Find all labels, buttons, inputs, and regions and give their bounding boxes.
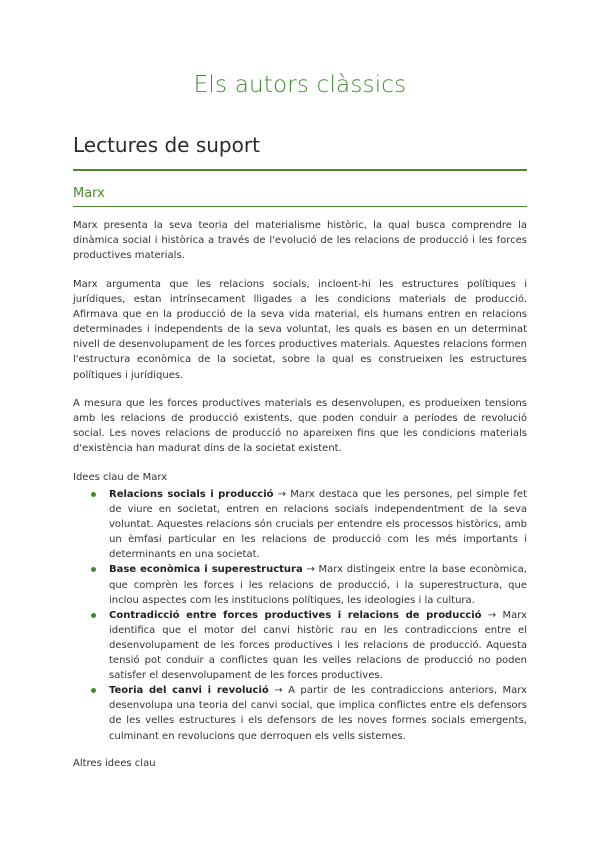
idea-term: Base econòmica i superestructura: [109, 564, 303, 576]
bullet-icon: [91, 613, 96, 618]
section-title: Lectures de suport: [73, 133, 260, 157]
more-ideas-label: Altres idees clau: [73, 758, 156, 769]
key-ideas-label: Idees clau de Marx: [73, 472, 168, 483]
subsection-title: Marx: [73, 186, 105, 201]
paragraph-2: Marx argumenta que les relacions socials, incloent-hi les estructures polítiques i jurídiques, estan intrínsecament lligades a les condicions materials de producció. Afirmava que en la producció de la seva vida material, els humans entren en relacions determinades i independents de la seva voluntat, les quals es basen en un determinat nivell de desenvolupament de les forces productives materials. Aquestes relacions formen l'estructura econòmica de la societat, sobre la qual es construeixen les estructures polítiques i jurídiques.: [73, 279, 527, 381]
key-ideas-list: [91, 487, 527, 744]
idea-term: Relacions socials i producció: [109, 489, 274, 500]
section-divider: [73, 169, 527, 171]
idea-text: → Marx identifica que el motor del canvi històric rau en les contradiccions entre el desenvolupament de les forces productives i les relacions de producció. Aquesta tensió pot conduir a conflictes quan les velles relacions de producció no poden satisfer el desenvolupament de les forces productives.: [109, 609, 527, 682]
list-item: [91, 683, 527, 743]
subsection-divider: [73, 206, 527, 207]
idea-text: → A partir de les contradiccions anteriors, Marx desenvolupa una teoria del canvi social, que implica conflictes entre els defensors de les velles estructures i els defensors de les noves formes socials emergents, culminant en revolucions que derroquen els vells sistemes.: [109, 685, 527, 742]
idea-text: → Marx distingeix entre la base econòmica, que comprèn les forces i les relacions de producció, i la superestructura, que inclou aspectes com les institucions polítiques, les ideologies i la cultura.: [109, 564, 527, 606]
bullet-icon: [91, 567, 96, 572]
bullet-icon: [91, 492, 96, 497]
list-item: [91, 487, 527, 562]
list-item: [91, 562, 527, 607]
idea-term: Teoria del canvi i revolució: [109, 685, 269, 697]
idea-term: Contradicció entre forces productives i relacions de producció: [109, 609, 482, 621]
document-title: Els autors clàssics: [193, 72, 407, 98]
list-item: [91, 608, 527, 683]
paragraph-1: Marx presenta la seva teoria del materialisme històric, la qual busca comprendre la dinàmica social i històrica a través de l'evolució de les relacions de producció i les forces productives materials.: [73, 220, 527, 262]
idea-text: → Marx destaca que les persones, pel simple fet de viure en societat, entren en relacions socials independentment de la seva voluntat. Aquestes relacions són crucials per entendre els processos històrics, amb un èmfasi particular en les relacions de producció com les més importants i determinants en una societat.: [109, 489, 527, 561]
bullet-icon: [91, 688, 96, 693]
paragraph-3: A mesura que les forces productives materials es desenvolupen, es produeixen tensions amb les relacions de producció existents, que poden conduir a períodes de revolució social. Les noves relacions de producció no apareixen fins que les condicions materials d'existència han madurat dins de la societat existent.: [73, 398, 527, 455]
